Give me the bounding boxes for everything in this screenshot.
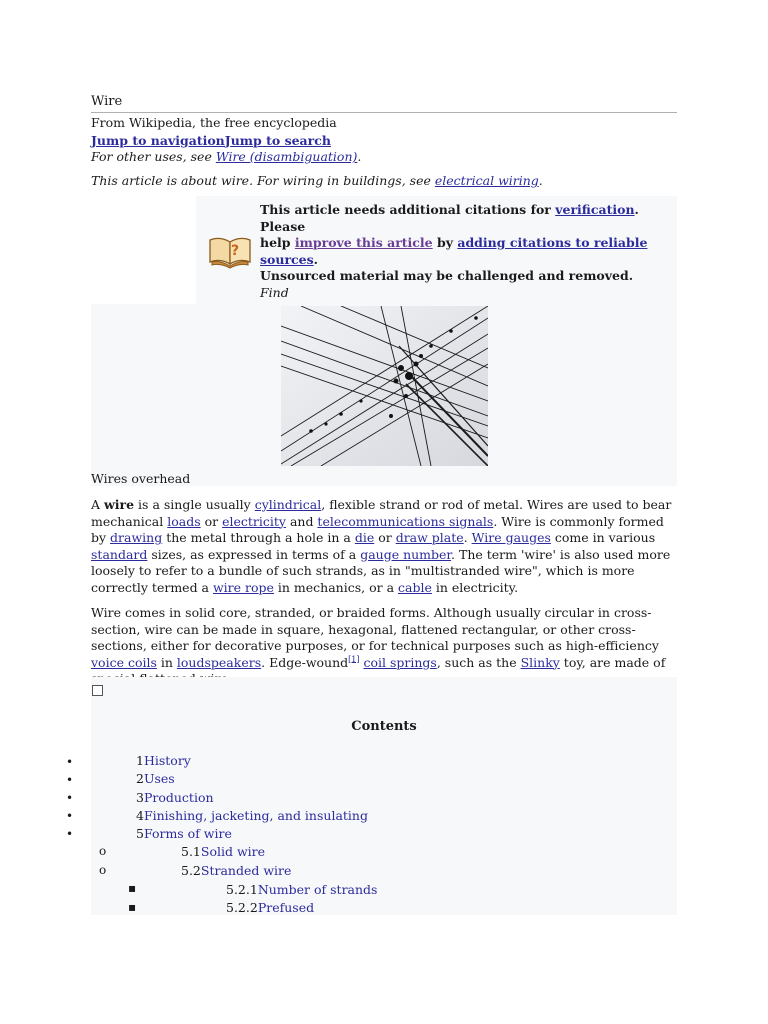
die-link[interactable]: die	[354, 530, 375, 545]
slinky-link[interactable]: Slinky	[520, 654, 560, 670]
toc-title: Contents	[351, 719, 417, 734]
voice-coils-link[interactable]: voice coils	[91, 654, 157, 670]
coil-springs-link[interactable]: coil springs	[363, 654, 437, 670]
hatnote-disambiguation: For other uses, see Wire (disambiguation).	[91, 149, 362, 164]
toc-bullet: •	[66, 773, 74, 787]
jump-to-navigation-link[interactable]: Jump to navigation	[91, 133, 225, 148]
wire-rope-link[interactable]: wire rope	[212, 579, 274, 595]
jump-to-search-link[interactable]: Jump to search	[224, 133, 331, 148]
toc-bullet: o	[99, 863, 107, 877]
toc-item-forms-of-wire[interactable]: 5Forms of wire	[136, 826, 232, 841]
intro-paragraph-1: A wire is a single usually cylindrical, flexible strand or rod of metal. Wires are used to bear mechanical loads or electricity and telecommunications signals. Wire is commonly formed by drawing the metal through a hole in a die or draw plate. Wire gauges come in various standard sizes, as expressed in terms of a gauge number. The term 'wire' is also used more loosely to refer to a bundle of such strands, as in "multistranded wire", which is more correctly termed a wire rope in mechanics, or a cable in electricity.	[91, 497, 672, 595]
loads-link[interactable]: loads	[167, 513, 201, 529]
citation-notice-box	[196, 196, 677, 304]
toc-item-finishing[interactable]: 4Finishing, jacketing, and insulating	[136, 808, 368, 823]
toc-bullet: ▪	[128, 900, 137, 914]
toc-item-uses[interactable]: 2Uses	[136, 771, 175, 786]
figure-box	[91, 304, 677, 486]
book-question-icon	[206, 230, 254, 270]
wires-overhead-image[interactable]	[281, 306, 488, 466]
svg-text:?: ?	[231, 243, 240, 259]
draw-plate-link[interactable]: draw plate	[395, 530, 464, 545]
cylindrical-link[interactable]: cylindrical	[254, 497, 322, 512]
toc-bullet: •	[66, 791, 74, 805]
toc-toggle-checkbox[interactable]	[92, 685, 103, 696]
toc-bullet: •	[66, 755, 74, 769]
jump-links	[91, 133, 331, 150]
improve-article-link[interactable]: improve this article	[294, 235, 433, 250]
standard-link[interactable]: standard	[91, 546, 148, 562]
toc-item-prefused[interactable]: 5.2.2Prefused	[226, 900, 315, 915]
citation-notice-text: This article needs additional citations for verification. Please help improve this article by adding citations to reliable sources. Unsourced material may be challenged and removed. Find	[260, 202, 672, 351]
toc-bullet: ▪	[128, 881, 137, 895]
toc-bullet: o	[99, 844, 107, 858]
gauge-number-link[interactable]: gauge number	[360, 546, 452, 562]
wire-gauges-link[interactable]: Wire gauges	[471, 530, 551, 545]
loudspeakers-link[interactable]: loudspeakers	[176, 654, 262, 670]
adding-citations-link[interactable]: adding citations to reliable sources	[260, 235, 648, 267]
toc-bullet: •	[66, 827, 74, 841]
reference-1-link[interactable]: [1]	[348, 654, 360, 664]
drawing-link[interactable]: drawing	[110, 530, 163, 545]
telecommunications-signals-link[interactable]: telecommunications signals	[317, 513, 494, 529]
electricity-link[interactable]: electricity	[222, 513, 286, 529]
tagline: From Wikipedia, the free encyclopedia	[91, 115, 337, 130]
intro-paragraph-2: Wire comes in solid core, stranded, or braided forms. Although usually circular in cross-section, wire can be made in square, hexagonal, flattened rectangular, or other cross-sections, either for decorative purposes, or for technical purposes such as high-efficiency voice coils in loudspeakers. Edge-wound[1] coil springs, such as the Slinky toy, are made of	[91, 605, 666, 670]
figure-caption: Wires overhead	[91, 471, 191, 486]
electrical-wiring-link[interactable]: electrical wiring	[434, 173, 539, 188]
verification-link[interactable]: verification	[555, 202, 635, 217]
page-title: Wire	[91, 94, 677, 113]
toc-item-history[interactable]: 1History	[136, 753, 191, 768]
toc-bullet: •	[66, 809, 74, 823]
wire-disambiguation-link[interactable]: Wire (disambiguation)	[215, 149, 358, 164]
hatnote-wiring: This article is about wire. For wiring in buildings, see electrical wiring.	[91, 173, 543, 188]
toc-item-production[interactable]: 3Production	[136, 790, 214, 805]
toc-item-stranded-wire[interactable]: 5.2Stranded wire	[181, 863, 292, 878]
toc-item-solid-wire[interactable]: 5.1Solid wire	[181, 844, 266, 859]
cable-link[interactable]: cable	[398, 579, 432, 595]
toc-item-number-of-strands[interactable]: 5.2.1Number of strands	[226, 882, 378, 897]
